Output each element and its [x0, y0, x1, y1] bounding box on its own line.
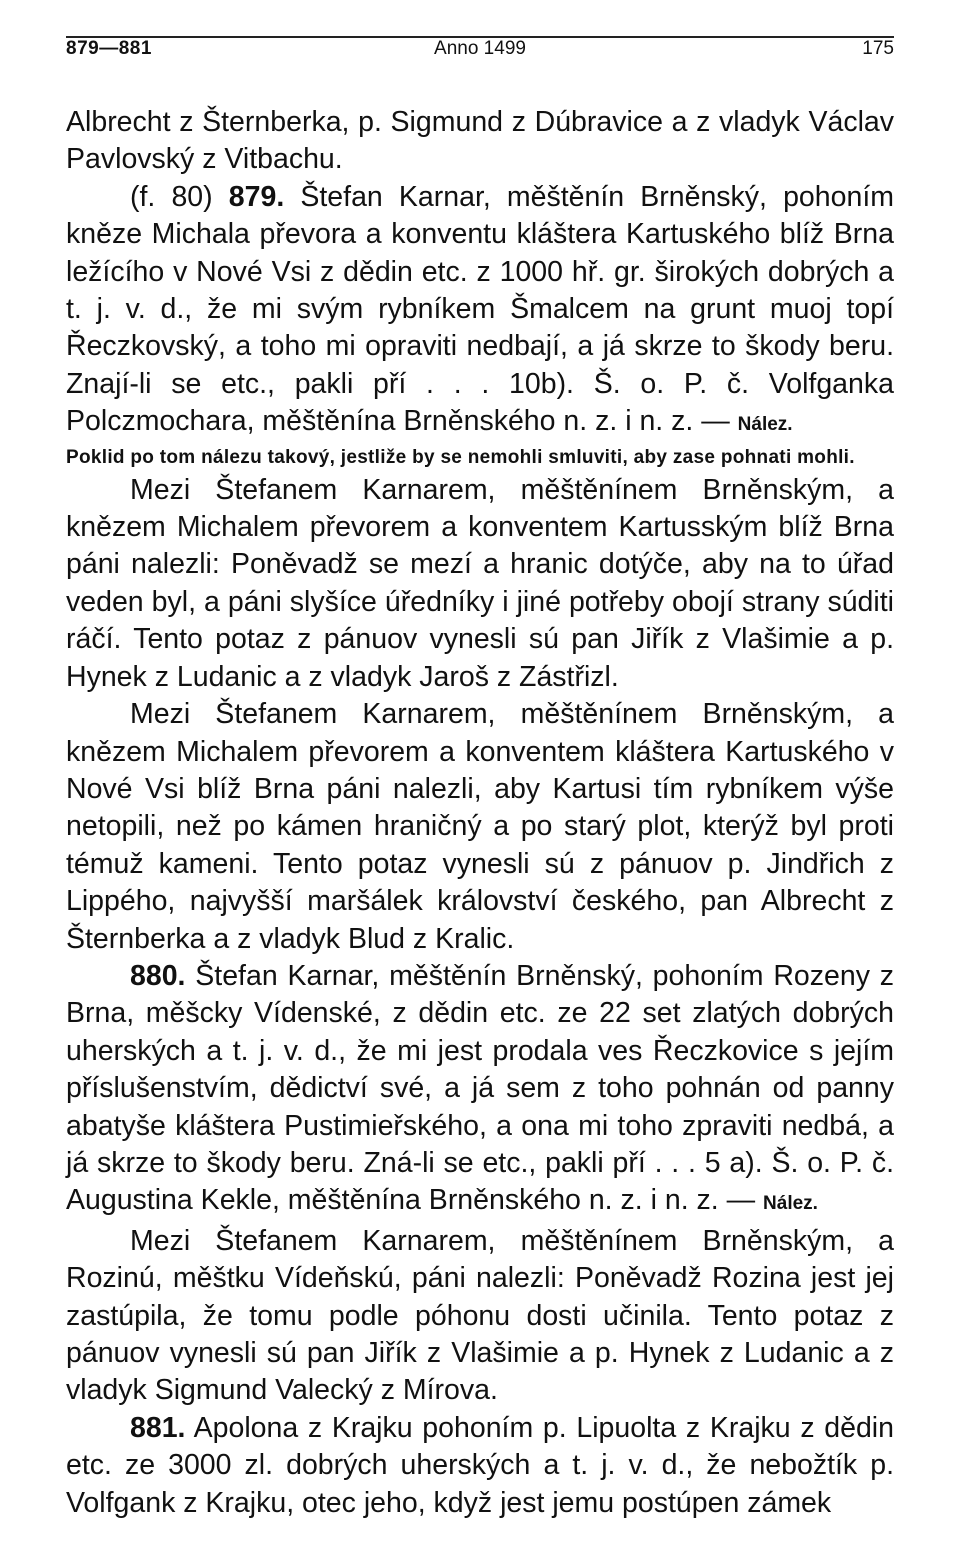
entry-range: 879—881 [66, 38, 152, 59]
paragraph: Albrecht z Šternberka, p. Sigmund z Dúbravice a z vladyk Václav Pavlovský z Vitbachu. [66, 106, 894, 176]
entry-text: Štefan Karnar, měštěnín Brněnský, pohoním kněze Michala převora a konventu kláštera Kartuského blíž Brna ležícího v Nové Vsi z dědin etc. z 1000 hř. gr. širokých dobrých a t. j. v. d., že mi svým rybníkem Šmalcem na grunt muoj topí Řeczkovský, a toho mi opraviti nedbají, a já skrze to škody beru. Znají-li se etc., pakli pří . . . 10b). Š. o. P. č. Volfganka Polczmochara, měštěnína Brněnského n. z. i n. z. — [66, 180, 894, 438]
paragraph: Mezi Štefanem Karnarem, měštěnínem Brněnským, a Rozinú, měštku Vídeňskú, páni nalezli: Poněvadž Rozina jest jej zastúpila, že tomu podle póhonu dosti učinila. Tento potaz z pánuov vynesli sú pan Jiřík z Vlašimie a p. Hynek z Ludanic a z vladyk Sigmund Valecký z Mírova. [66, 1224, 894, 1407]
note-paragraph: Poklid po tom nálezu takový, jestliže by se nemohli smluviti, aby zase pohnati mohli. [66, 446, 855, 468]
entry-text: Štefan Karnar, měštěnín Brněnský, pohoním Rozeny z Brna, měšcky Vídenské, z dědin etc. ze 22 set zlatých dobrých uherských a t. j. v. d., že mi jest prodala ves Řeczkovice s jejím příslušenstvím, dědictví své, a já sem z toho pohnán od panny abatyše kláštera Pustimieřského, a ona mi toho zpraviti nedbá, a já skrze to škody beru. Zná-li se etc., pakli pří . . . 5 a). Š. o. P. č. Augustina Kekle, měštěnína Brněnského n. z. i n. z. — [66, 959, 894, 1217]
running-title: Anno 1499 [434, 38, 526, 59]
entry-text: Apolona z Krajku pohoním p. Lipuolta z Krajku z dědin etc. ze 3000 zl. dobrých uherských a t. j. v. d., že nebožtík p. Volfgank z Krajku, otec jeho, když jest jemu postúpen zámek [66, 1411, 894, 1519]
page-body [66, 104, 894, 1522]
entry-879 [66, 179, 894, 444]
paragraph: Mezi Štefanem Karnarem, měštěnínem Brněnským, a knězem Michalem převorem a konventem Kartusským blíž Brna páni nalezli: Poněvadž se mezí a hranic dotýče, aby na to úřad veden byl, a páni slyšíce úředníky i jiné potřeby obojí strany súditi ráčí. Tento potaz z pánuov vynesli sú pan Jiřík z Vlašimie a p. Hynek z Ludanic a z vladyk Jaroš z Zástřizl. [66, 473, 894, 693]
running-header [66, 36, 894, 66]
nalez-label: Nález. [737, 414, 793, 436]
paragraph: Mezi Štefanem Karnarem, měštěnínem Brněnským, a knězem Michalem převorem a konventem kláštera Kartuského v Nové Vsi blíž Brna páni nalezli, aby Kartusi tím rybníkem výše netopili, než po kámen hraničný a po starý plot, kterýž byl proti témuž kameni. Tento potaz vynesli sú z pánuov p. Jindřich z Lippého, najvyšší maršálek království českého, pan Albrecht z Šternberka a z vladyk Blud z Kralic. [66, 698, 894, 955]
entry-880 [66, 958, 894, 1223]
nalez-label: Nález. [763, 1193, 818, 1215]
folio-ref: (f. 80) [130, 180, 213, 213]
entry-number: 880. [130, 959, 186, 992]
entry-881 [66, 1410, 894, 1522]
entry-number: 881. [130, 1411, 186, 1444]
page-number: 175 [862, 38, 894, 59]
entry-number: 879. [228, 180, 285, 213]
